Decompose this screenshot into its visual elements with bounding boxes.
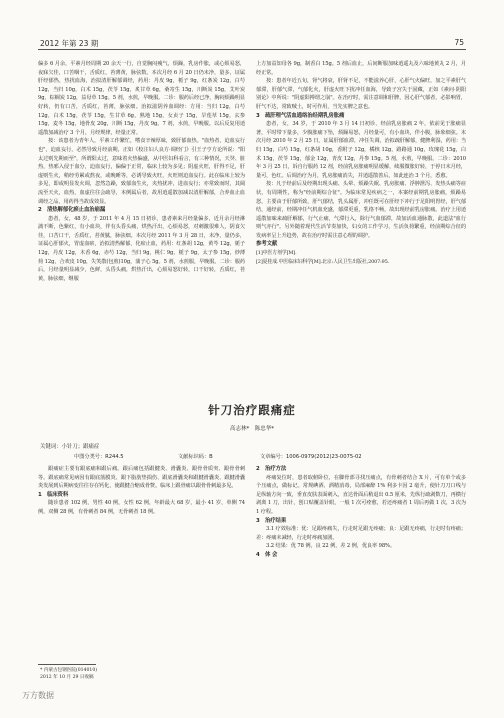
- clc-number: 中图分类号：R244.5: [74, 454, 124, 460]
- page-number: 75: [454, 38, 464, 47]
- references-heading: 参考文献: [256, 241, 278, 248]
- footnote-affiliation: * 内蒙古包钢医院(014010): [40, 668, 98, 673]
- document-code: 文献标识码：B: [178, 454, 213, 460]
- reference-item: [1]中医方剂学[M].: [256, 250, 297, 257]
- section-heading: 4 体 会: [256, 551, 278, 558]
- paragraph: 3.2 结果：优 78 例，良 22 例，差 2 例，优良率 98%。: [266, 543, 395, 550]
- paragraph: 上方加益知母各 9g，制香白 15g。5 剂后血止，后间断服加味逍遥丸及六味地黄丸 2 月，月经正常。: [256, 61, 466, 76]
- watermark: 万方数据: [22, 691, 54, 700]
- paragraph: 偏多 6 月余，平素月经周期 20 余天一行，自觉胸闷瘦气，烦躁，乳房作胀，或心烦易怒，夜寐欠佳，口苦咽干，舌质红，苔薄黄，脉弦数。本次月经 6 月 20 日仍未净，量多，证属肝经郁热，热扰血海，治拟清肝解郁调经，药用：丹皮 9g，栀子 9g，红条炭 12g，白芍 12g，当归 10g，白术 15g，茯苓 15g，炙甘草 6g，桑寄生 15g，川断炭 15g，艾叶炭 9g，棕榈炭 12g，益母草 15g。5 剂，水煎，早晚服。二诊：服药后经已净，胸闷烦躁明显好转，仍有口苦，舌质红，苔薄，脉弦细。治拟滋阴养血调经：方用：当归 12g，白芍 12g，白术 15g，茯苓 15g，生甘草 6g，熟地 15g，女贞子 15g，旱莲草 15g，玄参 15g，麦冬 15g，地骨皮 20g，川断 15g，丹皮 9g。7 剂，水煎，早晚服。以后反复用逍遥散加减治疗 3 个月，月经规律，经量正常。: [38, 61, 245, 136]
- paragraph: 按：凡于经前后及经期出现头痛、头晕、烦躁失眠、乳房胀痛、浮肿泄泻、发热头痛等症状，有周期性，称为"经前期综合征"。为临床常见疾病之一，本案经前期乳房胀痛，烦躁易怒，主要由于肝郁所致，肝气郁结，乳头属肝，冲任既可在肝经下冲行于足阳明胃经，肝气郁结，通经前，经期冲任气机血充盛，郁滞更重，乳络不畅，故出现经前乳房胀痛。治疗上用逍遥散加味来疏肝解郁，行气止痛，气滞行入，除行气血郁滞，故加活血通脉散，此道法"血行则气亦行"。另外随着现代生活节奏加快，妇女的工作学习，生活负荷繁重，经前期综合征的发病率呈上升趋势，故在治疗时需注意心理的调护。: [256, 181, 466, 239]
- section-heading: 1 临床资料: [38, 491, 69, 498]
- reference-item: [2]夏桂成.中医临床妇科学[M].北京:人民卫生出版社,2007:95.: [256, 258, 390, 265]
- keywords: 关键词：小针刀；跟痛症: [40, 444, 100, 450]
- issue-label: 2012 年第 23 期: [40, 39, 99, 48]
- section-heading: 2 治疗方法: [256, 466, 287, 472]
- column-top-left: [38, 60, 245, 332]
- footnote-received: 2012 年 10 月 29 日收稿: [40, 675, 94, 680]
- paragraph: 患者，女，34 岁，于 2010 年 3 月 14 日初诊，经前乳房胀痛 2 年，依前见于胀痛显著，平时带下量多，少腹胀痛下坠，烦躁易怒，月经量可，有小血块，伴小腹，脉象细弦。末次月经 2010 年 2 月 25 日，证属肝郁血滞，冲任失调，治拟疏肝解郁，健脾利湿，药用：当归 15g，白芍 15g，红条胡 10g，香附子 12g，橘核 12g，路路通 10g，玫瑰花 15g，白术 15g，茯苓 15g，郁金 12g，青皮 12g，丹参 15g。5 剂，水煎，早晚服。二诊：2010 年 3 月 25 日，诉自行服药 12 剂，经前乳房胀痛明显缓解，续服微胀好转，于停日末月经，量可，色红。后调治疗为月，乳房胀痛消失，并逍遥散善后，如此连治 3 个月，悉愈。: [256, 121, 466, 179]
- section-heading: 2 清热解郁化瘀止血治崩漏: [38, 207, 106, 214]
- section-heading: 3 治疗结果: [256, 517, 287, 524]
- paragraph: 疼痛复位时，患者取俯卧位，在脚骨部寻找压痛点，有骨刺者结合 X 片，可有单个或多个压痛点，做标记。常规碘酒、酒精消毒，局部麻醉 1% 利多卡因 2 毫升，使针刀刀口线与足纵轴方向一致，垂直皮肤表面刺入，直达骨面后稍退出 0.5 厘米，先纵行疏剥数刀，再横行剥离 1 刀，出针，创口贴覆盖针眼，一般 1 次可痊愈，若还疼痛者 1 周后再做 1 次，3 次为 1 疗程。: [256, 474, 466, 515]
- section-heading: 3 疏肝理气活血通络治经期乳房胀痛: [256, 112, 345, 119]
- column-top-right: [256, 60, 466, 366]
- running-header: [38, 38, 466, 50]
- article-number: 文章编号：1006-0979(2012)23-0075-02: [260, 454, 362, 460]
- paragraph: 3.1 疗效标准：优：足跟疼痛失，行走时足跟无疼痛；良：足跟无疼痛，行走时有疼痛；差：疼痛未减轻，行走时疼痛加剧。: [256, 526, 466, 541]
- article-title: 针刀治疗跟痛症: [208, 403, 296, 417]
- footnote-divider: [38, 664, 96, 665]
- footnote: [40, 667, 97, 681]
- paragraph: 跟痛症主要有跟底痛和跟后痛。跟后痛包括跟腱炎、滑囊炎、跟骨骨质突、跟骨骨刺等。跟底痛常见病因有跟底筋膜炎、跟下脂肪垫损伤、跟底滑囊炎和跟腱滑囊炎、跟腱滑囊炎发展到后期病变往往存在钙化，使跟腱合缩成骨赘。临床上跟骨痛以跟骨骨刺最多见。: [38, 466, 245, 490]
- paragraph: 随诊患者 102 例，男性 40 例，女性 62 例，年龄最大 68 岁，最小 41 岁，单侧 74 例，双侧 28 例，有骨刺者 84 例，无骨刺者 18 例。: [38, 500, 245, 515]
- paragraph: 按：患者年近五旬，肾气将衰，肝肾不足，不能滋养心肝，心肝气火偏旺，加之平素肝气郁滞，肝郁气滞，气郁化火，肝虚火旺下扰冲任血海，导致子宫失于固藏，正如《素问·阴阳别论》中所说："阴虚阳搏谓之崩"。在治疗时，需注意调和肝脾，因心肝气郁者，必影响胃，肝气不达，常致贼土，时可作用，当先实脾之意也。: [256, 78, 466, 110]
- column-bottom-left: [38, 465, 245, 645]
- paragraph: 按：该患者为青年人，平素工作繁忙，嗜食辛辣厚味，致肝郁血热。"血热者，迫血妄行也"，迫血妄行，必然导致月经前期，正如《校注妇人良方·调经门》引王子亨方论所说："阳太过则先期而至"，所谓阳太过，意味着火热偏盛，从中医妇科看言，有三种情况，天癸、脏热，热邪入侵于血分，迫血妄行，偏偏于正常，临床上较为多见；阴虚火旺，肝得不足，肝虚则生火，稍经劳累或熬夜，或晚睡等，必诱导致火旺，火旺则迫血妄行。此在临床上较为多见，即或明显发火调，忽然急躁，致郁血生火，夹热扰冲，进血妄行；亦常致而时，其阔流至天火，血热，血虚往往会疏导，本例属后者，故用逍遥散加减以清肝解郁，合养血止血调经之品，用药得当故成效显。: [38, 138, 245, 205]
- author-line: 高志林* 陈忠华*: [229, 426, 274, 432]
- paragraph: 患者，女，48 岁，于 2011 年 4 月 15 日初诊，患者素来月经量偏多，近月余月经淋漓不断，色紫红，有小血块，伴有头昏头痛，烘热汗出，心烦易怒，对刺激很难人，阴食欠佳，口苦口干，舌质红，苔黄腻，脉弦细。本次月经 2011 年 3 月 28 日，未净，量仍多，证属心肝郁火，胃虚血瘀，治拟清热解郁，化瘀止血，药用：红条胡 12g，黄芩 12g，栀子 12g，丹皮 12g，木香 6g，赤芍 12g，当归 9g，桃仁 9g，栀子 9g，太子参 15g，炒薄荷 12g，合欢皮 10g，失笑散(包煎)10g，蒲子心 5g。5 剂，水煎服，早晚服。二诊：服药后，月经量明显减少，色鲜，头昏头痛，烘热汗出，心烦易怒好转，口干好转，舌质红，苔黄，脉弦细，继服: [38, 215, 245, 282]
- column-bottom-right: [256, 465, 466, 680]
